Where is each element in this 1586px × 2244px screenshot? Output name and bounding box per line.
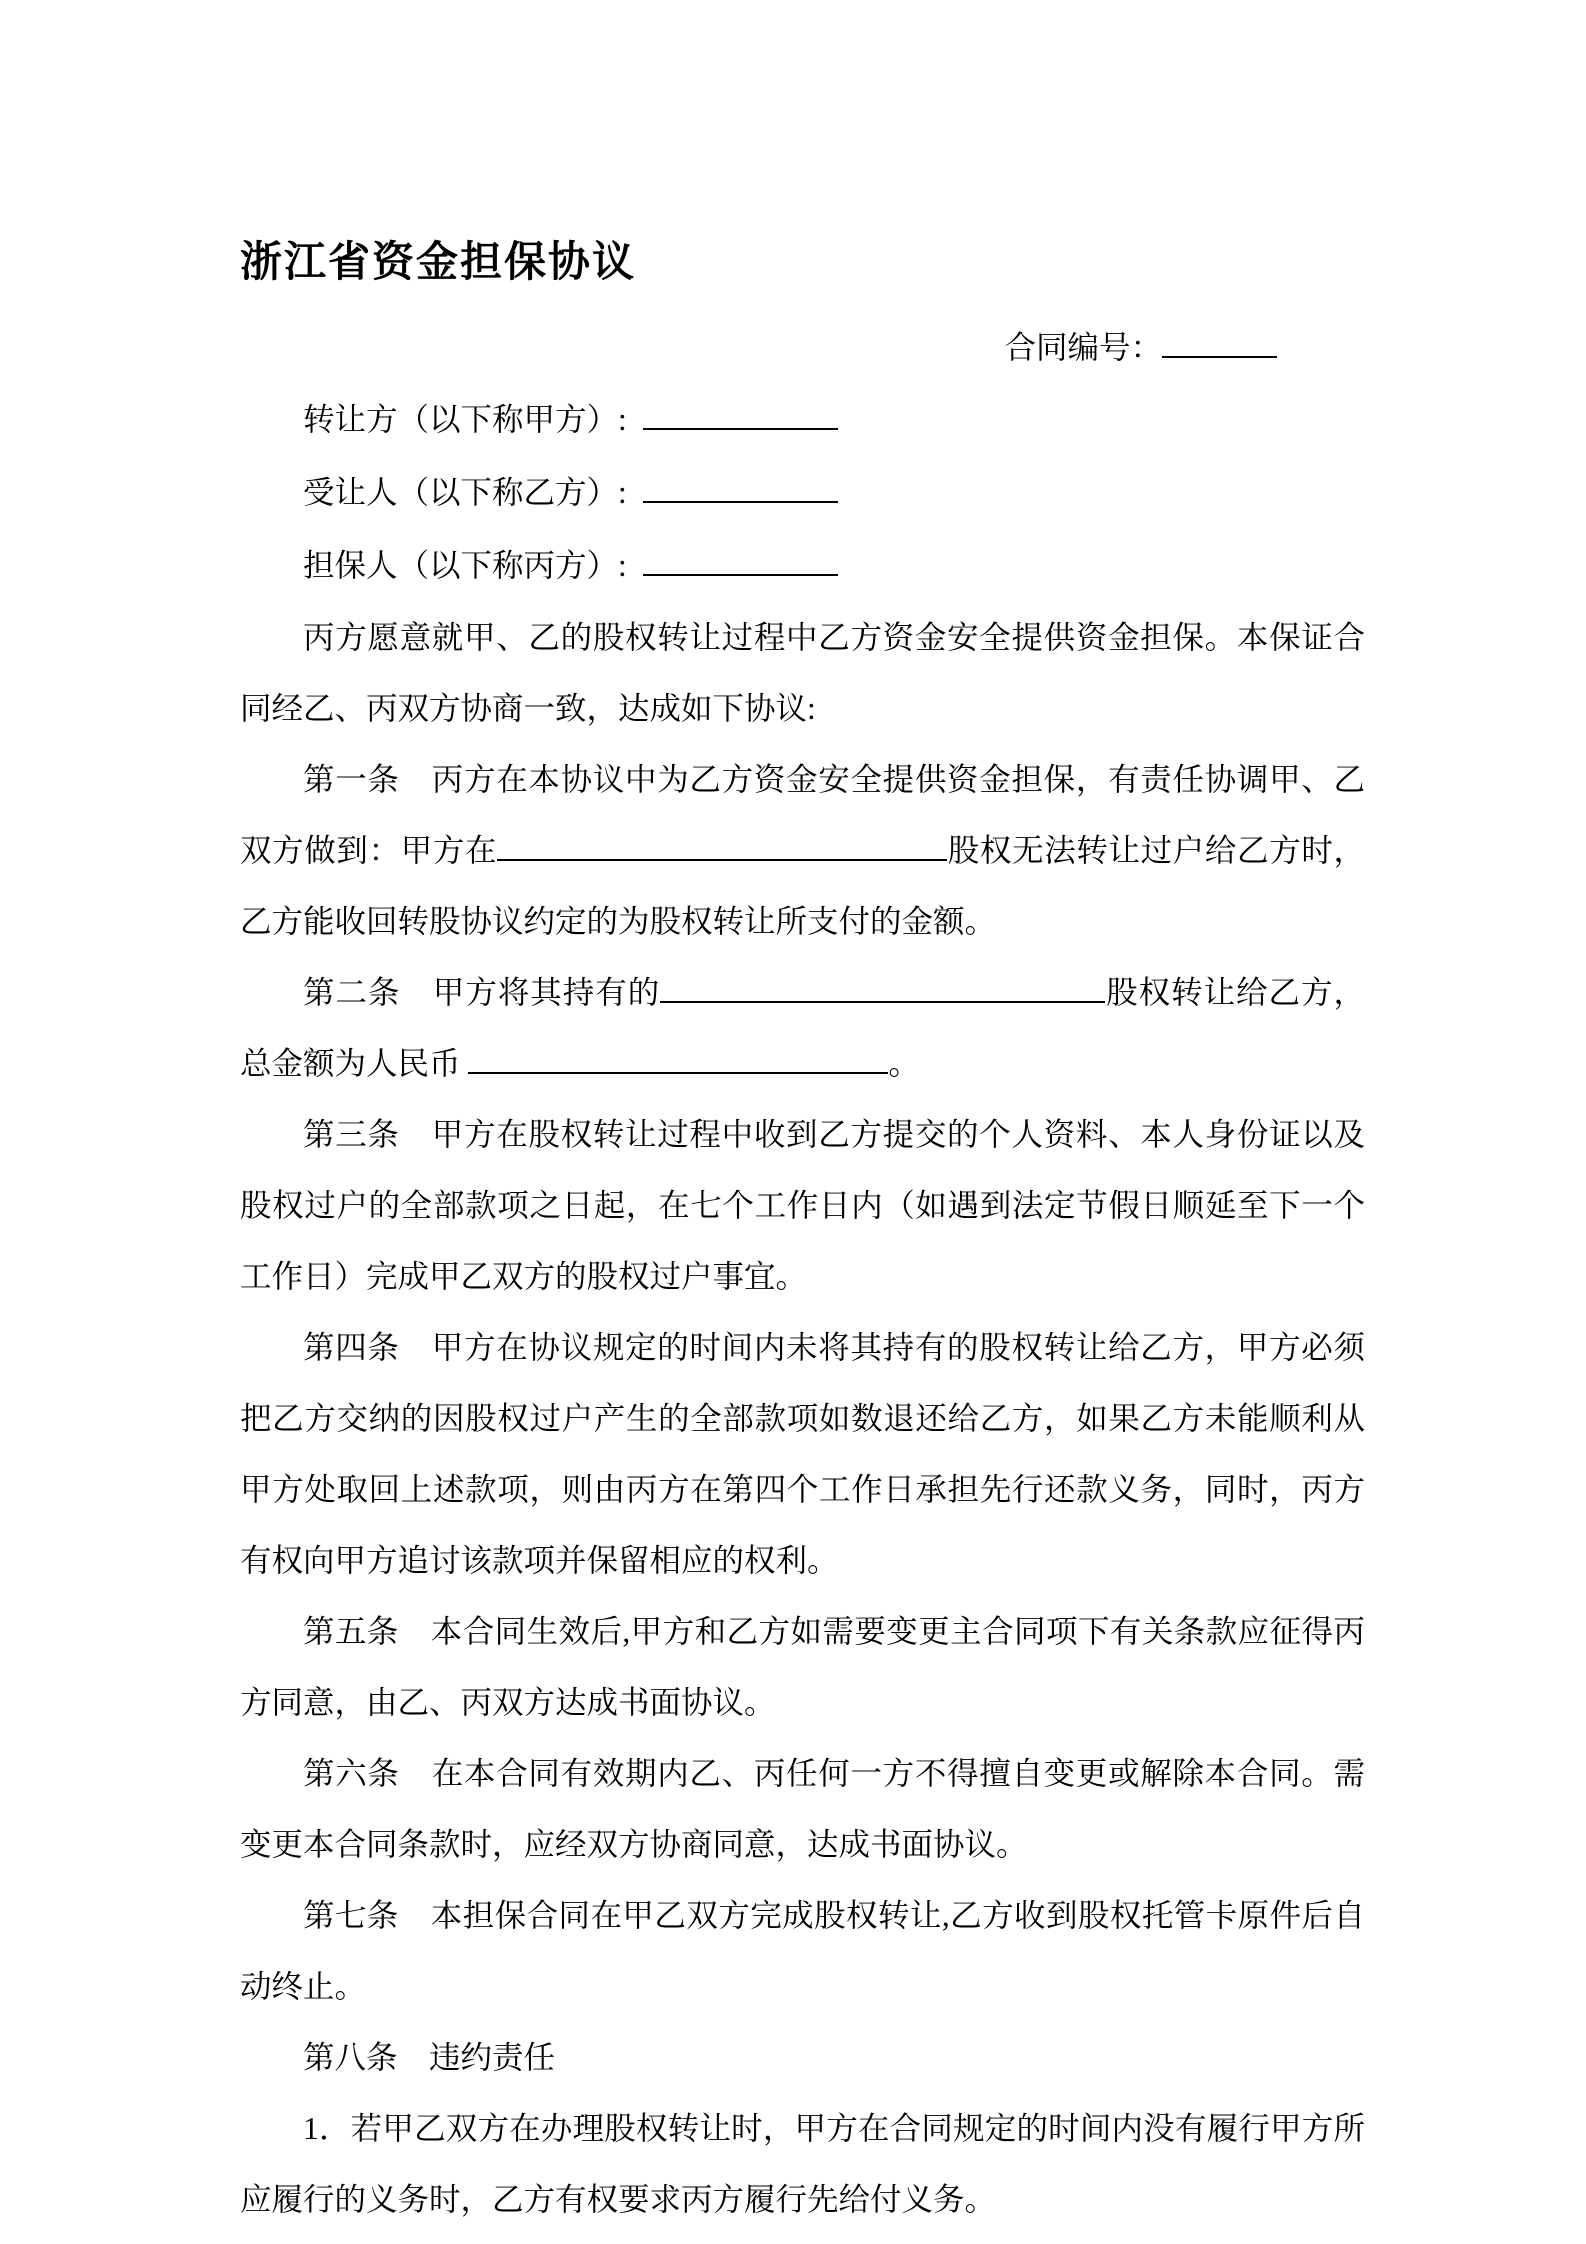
party-line-bingfang (240, 529, 1365, 602)
article-6-paragraph: 第六条 在本合同有效期内乙、丙任何一方不得擅自变更或解除本合同。需变更本合同条款时，应经双方协商同意，达成书面协议。 (240, 1755, 1365, 1862)
party-label-bingfang: 担保人（以下称丙方）: (303, 547, 627, 583)
document-body (240, 602, 1365, 2235)
party-label-jiafang: 转让方（以下称甲方）: (303, 401, 627, 437)
contract-number-blank (1162, 327, 1277, 358)
intro-paragraph: 丙方愿意就甲、乙的股权转让过程中乙方资金安全提供资金担保。本保证合同经乙、丙双方协商一致，达成如下协议: (240, 619, 1365, 726)
article-8-item-1-paragraph: 1．若甲乙双方在办理股权转让时，甲方在合同规定的时间内没有履行甲方所应履行的义务时，乙方有权要求丙方履行先给付义务。 (240, 2110, 1365, 2217)
article-3-paragraph: 第三条 甲方在股权转让过程中收到乙方提交的个人资料、本人身份证以及股权过户的全部款项之日起，在七个工作日内（如遇到法定节假日顺延至下一个工作日）完成甲乙双方的股权过户事宜。 (240, 1116, 1365, 1294)
article-5-paragraph: 第五条 本合同生效后,甲方和乙方如需要变更主合同项下有关条款应征得丙方同意，由乙、丙双方达成书面协议。 (240, 1613, 1365, 1720)
fill-in-blank (468, 1043, 888, 1074)
article-1-paragraph: 第一条 丙方在本协议中为乙方资金安全提供资金担保，有责任协调甲、乙双方做到：甲方在 股权无法转让过户给乙方时，乙方能收回转股协议约定的为股权转让所支付的金额。 (240, 761, 1365, 939)
contract-number-line (240, 312, 1365, 383)
party-line-jiafang (240, 383, 1365, 456)
party-blank-bingfang (643, 545, 838, 576)
party-blank-jiafang (643, 399, 838, 430)
parties-block (240, 383, 1365, 602)
fill-in-blank (660, 972, 1105, 1003)
article-7-paragraph: 第七条 本担保合同在甲乙双方完成股权转让,乙方收到股权托管卡原件后自动终止。 (240, 1897, 1365, 2004)
document-title: 浙江省资金担保协议 (240, 238, 637, 285)
document-content (240, 235, 1365, 2235)
article-8-paragraph: 第八条 违约责任 (303, 2039, 556, 2075)
contract-number-label: 合同编号： (1004, 329, 1162, 365)
article-4-paragraph: 第四条 甲方在协议规定的时间内未将其持有的股权转让给乙方，甲方必须把乙方交纳的因股权过户产生的全部款项如数退还给乙方，如果乙方未能顺利从甲方处取回上述款项，则由丙方在第四个工作日承担先行还款义务，同时，丙方有权向甲方追讨该款项并保留相应的权利。 (240, 1329, 1365, 1578)
party-line-yifang (240, 456, 1365, 529)
article-2-paragraph: 第二条 甲方将其持有的 股权转让给乙方，总金额为人民币 。 (240, 957, 1365, 1099)
party-label-yifang: 受让人（以下称乙方）: (303, 474, 627, 510)
fill-in-blank (497, 830, 947, 861)
party-blank-yifang (643, 472, 838, 503)
